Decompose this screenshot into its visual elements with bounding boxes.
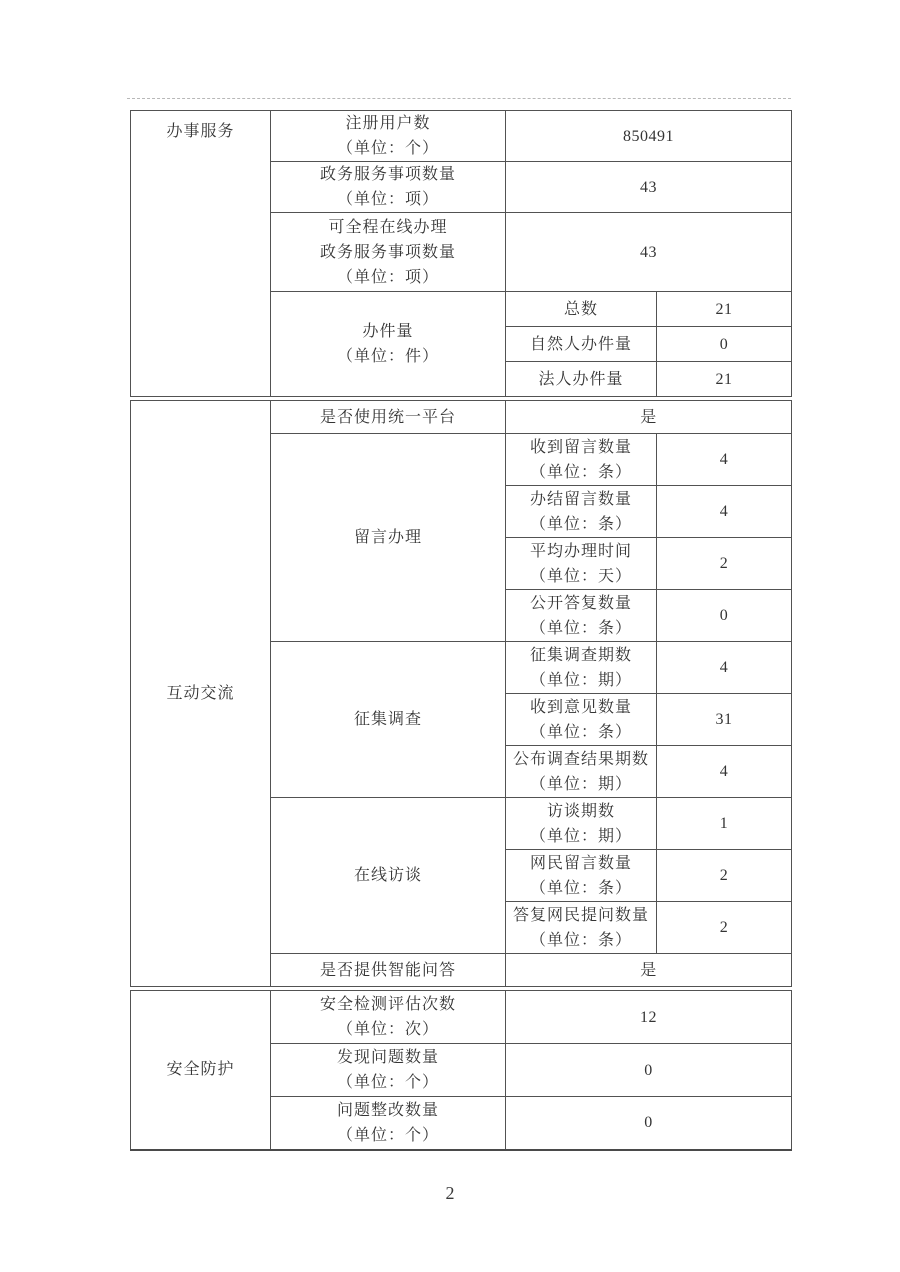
row-label: 政务服务事项数量 <box>319 166 456 183</box>
label-cell <box>271 213 506 292</box>
subrow-label: 办结留言数量 <box>529 490 632 508</box>
label-cell <box>271 292 506 397</box>
subrow-unit: （单位：期） <box>529 827 632 845</box>
group-cell <box>131 111 271 397</box>
subrow-unit: （单位：期） <box>529 671 632 689</box>
row-unit: （单位：个） <box>336 1126 439 1144</box>
value-cell: 0 <box>657 327 792 362</box>
row-label: 是否使用统一平台 <box>319 408 456 426</box>
group-label: 安全防护 <box>166 1061 235 1079</box>
row-unit: （单位：件） <box>336 348 439 365</box>
row-label: 注册用户数 <box>345 115 431 132</box>
value-cell: 12 <box>506 991 792 1044</box>
value-cell: 0 <box>506 1097 792 1150</box>
group-label: 互动交流 <box>166 685 235 702</box>
subrow-label: 收到意见数量 <box>529 698 632 716</box>
row-label: 发现问题数量 <box>336 1049 439 1066</box>
value-cell: 43 <box>506 213 792 292</box>
group-cell <box>131 991 271 1150</box>
subrow-label: 平均办理时间 <box>529 542 632 560</box>
label-cell <box>271 401 506 434</box>
subrow-unit: （单位：条） <box>529 723 632 741</box>
section-banshi-fuwu <box>130 110 792 397</box>
label-cell <box>271 1097 506 1150</box>
value-cell: 2 <box>657 538 792 590</box>
value-cell: 0 <box>506 1044 792 1097</box>
section-anquan-fanghu <box>130 990 792 1151</box>
subrow-unit: （单位：条） <box>529 463 632 481</box>
value-cell: 1 <box>657 798 792 850</box>
subrow-unit: （单位：天） <box>529 567 632 585</box>
sublabel-cell <box>506 798 657 850</box>
row-label: 是否提供智能问答 <box>319 961 456 979</box>
row-label: 安全检测评估次数 <box>319 996 456 1013</box>
row-unit: （单位：个） <box>336 140 439 157</box>
sublabel-cell: 法人办件量 <box>506 362 657 397</box>
value-cell: 是 <box>506 954 792 987</box>
row-label: 征集调查 <box>353 711 422 728</box>
value-cell: 850491 <box>506 111 792 162</box>
subrow-unit: （单位：条） <box>529 515 632 533</box>
row-label: 问题整改数量 <box>336 1101 439 1119</box>
sublabel-cell <box>506 486 657 538</box>
sublabel-cell <box>506 694 657 746</box>
row-unit: （单位：个） <box>336 1074 439 1091</box>
subrow-label: 访谈期数 <box>546 802 615 820</box>
row-label: 可全程在线办理 <box>328 218 448 236</box>
sublabel-cell <box>506 746 657 798</box>
value-cell: 31 <box>657 694 792 746</box>
value-cell: 4 <box>657 642 792 694</box>
sublabel-cell <box>506 642 657 694</box>
label-cell <box>271 111 506 162</box>
value-cell: 43 <box>506 162 792 213</box>
subrow-label: 答复网民提问数量 <box>512 906 649 924</box>
label-cell <box>271 434 506 642</box>
section-hudong-jiaoliu <box>130 400 792 987</box>
subrow-label: 网民留言数量 <box>529 854 632 872</box>
row-unit: （单位：项） <box>336 268 439 286</box>
subrow-unit: （单位：条） <box>529 879 632 897</box>
value-cell: 0 <box>657 590 792 642</box>
label-cell <box>271 162 506 213</box>
sublabel-cell <box>506 538 657 590</box>
label-cell <box>271 954 506 987</box>
subrow-unit: （单位：期） <box>529 775 632 793</box>
subrow-unit: （单位：条） <box>529 931 632 949</box>
group-label: 办事服务 <box>166 123 235 140</box>
subrow-label: 公开答复数量 <box>529 594 632 612</box>
sublabel-cell <box>506 902 657 954</box>
row-unit: （单位：项） <box>336 191 439 208</box>
report-table <box>130 110 791 1151</box>
value-cell: 4 <box>657 746 792 798</box>
sublabel-cell <box>506 850 657 902</box>
row-label: 办件量 <box>362 323 414 340</box>
value-cell: 21 <box>657 292 792 327</box>
row-label: 政务服务事项数量 <box>319 243 456 261</box>
subrow-label: 收到留言数量 <box>529 438 632 456</box>
sublabel-cell <box>506 590 657 642</box>
value-cell: 2 <box>657 902 792 954</box>
row-label: 在线访谈 <box>353 867 422 884</box>
row-unit: （单位：次） <box>336 1021 439 1038</box>
value-cell: 21 <box>657 362 792 397</box>
label-cell <box>271 991 506 1044</box>
label-cell <box>271 1044 506 1097</box>
value-cell: 4 <box>657 434 792 486</box>
value-cell: 4 <box>657 486 792 538</box>
subrow-label: 征集调查期数 <box>529 646 632 664</box>
label-cell <box>271 642 506 798</box>
page-number: 2 <box>445 1183 455 1203</box>
group-cell <box>131 401 271 987</box>
label-cell <box>271 798 506 954</box>
subrow-unit: （单位：条） <box>529 619 632 637</box>
scan-artifact-line <box>127 98 791 99</box>
sublabel-cell: 总数 <box>506 292 657 327</box>
value-cell: 是 <box>506 401 792 434</box>
row-label: 留言办理 <box>353 529 422 546</box>
value-cell: 2 <box>657 850 792 902</box>
sublabel-cell: 自然人办件量 <box>506 327 657 362</box>
sublabel-cell <box>506 434 657 486</box>
subrow-label: 公布调查结果期数 <box>512 750 649 768</box>
